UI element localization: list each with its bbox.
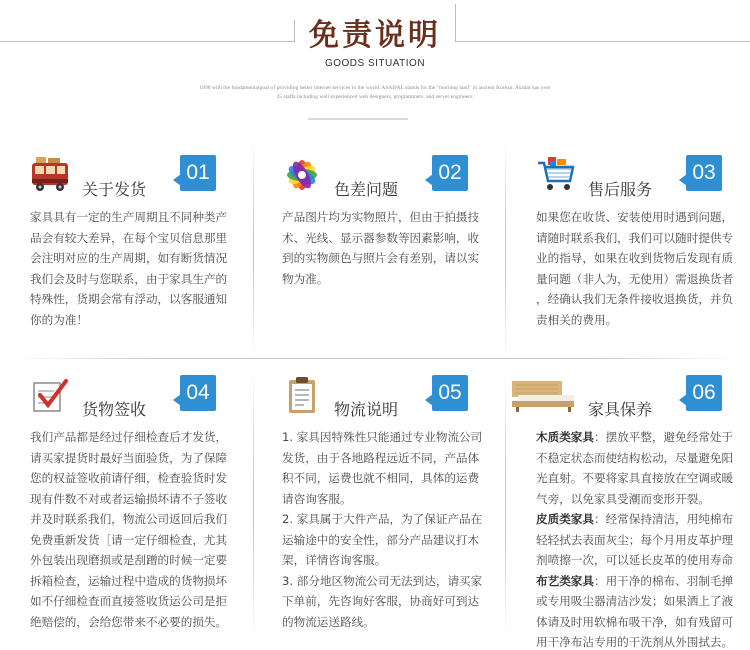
body-line: 体请及时用软棉布吸干净，如有残留可 — [536, 614, 734, 629]
body-line-heading: 布艺类家具 — [536, 573, 594, 588]
header-divider-left — [0, 41, 295, 42]
body-line-text: ：用干净的棉布、羽制毛掸 — [593, 573, 734, 588]
body-line-text: ：摆放平整，避免经常处于 — [593, 430, 734, 444]
body-line — [536, 427, 750, 448]
body-line: 术、光线、显示器参数等因素影响，收 — [282, 230, 480, 245]
card-title: 家具保养 — [588, 400, 653, 419]
body-line: 如果您在收货、安装使用时遇到问题， — [536, 210, 734, 224]
card-title: 物流说明 — [334, 400, 399, 419]
body-line: 轻轻拭去表面灰尘；每个月用皮革护理 — [536, 532, 734, 547]
body-line: 1. 家具因特殊性只能通过专业物流公司 — [282, 430, 483, 444]
body-line: 我们会及时与您联系，由于家具生产的 — [30, 271, 228, 286]
body-line: 下单前，先咨询好客服，协商好可到达 — [282, 594, 480, 608]
page-title: 免责说明 — [309, 18, 441, 53]
body-line: 架，详情咨询客服。 — [282, 553, 387, 567]
card-body — [536, 207, 750, 330]
body-line: 积不同，运费也就不相同，具体的运费 — [282, 471, 480, 485]
body-line: 责相关的费用。 — [536, 312, 618, 327]
body-line: 请随时联系我们，我们可以随时提供专 — [536, 230, 734, 245]
body-line: 并及时联系我们，物流公司返回后我们 — [30, 512, 228, 526]
tagline-bar — [308, 118, 408, 120]
card-body — [30, 207, 245, 330]
body-line: 运输途中的安全性，部分产品建议打木 — [282, 532, 480, 547]
body-line: 光直射。不要将家具直接放在空调或暖 — [536, 471, 734, 485]
body-line — [536, 571, 750, 592]
body-line: 你的为准！ — [30, 312, 88, 327]
body-line: 物为准。 — [282, 271, 329, 286]
card-body — [282, 427, 497, 632]
tagline-line: 35 staffs including well experienced web designers, programmers, and server engineers. — [276, 94, 474, 100]
color-palette-icon — [282, 155, 322, 195]
card-number-badge: 06 — [686, 375, 722, 411]
body-line: 到的实物颜色与照片会有差别，请以实 — [282, 251, 480, 265]
delivery-truck-icon — [30, 155, 70, 195]
body-line: 您的权益签收前请仔细，检查验货时发 — [30, 471, 228, 485]
body-line: 家具具有一定的生产周期且不同种类产 — [30, 210, 228, 224]
card-body — [30, 427, 245, 632]
body-line-text: ：经常保持清洁，用纯棉布 — [593, 512, 734, 526]
body-line: 产品图片均为实物照片，但由于拍摄技 — [282, 210, 480, 224]
card-title: 色差问题 — [334, 180, 399, 199]
body-line: ，经确认我们无条件接收退换货，并负 — [536, 292, 734, 306]
body-line: 的物流运送路线。 — [282, 614, 375, 629]
body-line: 品会有较大差异，在每个宝贝信息那里 — [30, 230, 228, 245]
body-line: 3. 部分地区物流公司无法到达，请买家 — [282, 573, 483, 588]
card-body — [282, 207, 497, 289]
wooden-bed-icon — [508, 375, 578, 415]
body-line: 现有件数不对或者运输损坏请不子签收 — [30, 491, 228, 506]
body-line: 业的指导，如果在收到货物后发现有质 — [536, 251, 734, 265]
column-divider — [253, 370, 254, 640]
card-number-badge: 02 — [432, 155, 468, 191]
body-line: 量问题（非人为，无使用）需退换货者 — [536, 271, 734, 286]
body-line-heading: 木质类家具 — [536, 430, 594, 444]
card-number-badge: 01 — [180, 155, 216, 191]
card-title: 售后服务 — [588, 180, 653, 199]
body-line: 我们产品都是经过仔细检查后才发货， — [30, 430, 228, 444]
page-subtitle: GOODS SITUATION — [324, 58, 426, 69]
body-line: 特殊性，货期会常有浮动，以客服通知 — [30, 292, 228, 306]
body-line: 或专用吸尘器清洁沙发；如果洒上了液 — [536, 594, 734, 608]
body-line — [536, 509, 750, 530]
card-title: 关于发货 — [82, 180, 147, 199]
card-body — [536, 427, 750, 650]
tagline-line: 1998 with the fundamentalgoal of providing better internet services to the world. ASADAL stands for the "morning land" in ancient Korean. Asadal has over — [199, 85, 551, 91]
body-line: 如不仔细检查而直接签收货运公司是拒 — [30, 594, 228, 608]
row-divider — [10, 358, 740, 359]
body-line: 外包装出现磨损或是刮蹭的时候一定要 — [30, 553, 228, 567]
column-divider — [253, 140, 254, 360]
card-number-badge: 05 — [432, 375, 468, 411]
body-line: 会注明对应的生产周期，如有断货情况 — [30, 251, 228, 265]
body-line: 请买家提货时最好当面验货，为了保障 — [30, 450, 228, 465]
shopping-cart-icon — [536, 155, 576, 195]
body-line: 不稳定状态而使结构松动，尽量避免阳 — [536, 450, 734, 465]
card-number-badge: 04 — [180, 375, 216, 411]
body-line: 发货，由于各地路程远近不同，产品体 — [282, 450, 480, 465]
body-line: 拆箱检查，运输过程中造成的货物损坏 — [30, 573, 228, 588]
body-line: 绝赔偿的，会给您带来不必要的损失。 — [30, 614, 228, 629]
header-divider-vertical-right — [455, 4, 456, 42]
body-line-heading: 皮质类家具 — [536, 512, 594, 526]
tagline — [150, 84, 600, 102]
body-line: 用干净布沾专用的干洗剂从外围拭去。 — [536, 635, 734, 649]
checklist-icon — [30, 375, 70, 415]
card-number-badge: 03 — [686, 155, 722, 191]
column-divider — [505, 370, 506, 640]
body-line: 请咨询客服。 — [282, 491, 352, 506]
body-line: 剂喷擦一次，可以延长皮革的使用寿命 — [536, 553, 734, 567]
header-divider-vertical-left — [294, 20, 295, 42]
body-line: 气旁，以免家具受潮而变形开裂。 — [536, 491, 710, 506]
column-divider — [505, 140, 506, 360]
card-title: 货物签收 — [82, 400, 147, 419]
body-line: 2. 家具属于大件产品，为了保证产品在 — [282, 512, 483, 526]
body-line: 免费重新发货［请一定仔细检查，尤其 — [30, 532, 228, 547]
clipboard-icon — [282, 375, 322, 415]
header-divider-right — [455, 41, 750, 42]
